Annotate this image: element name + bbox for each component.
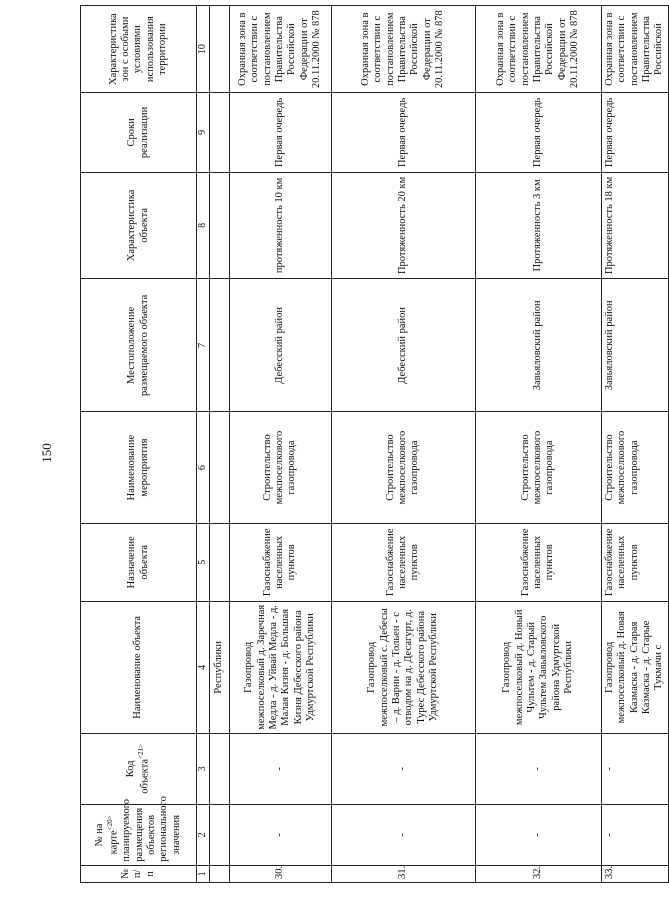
table-row [475, 6, 601, 883]
header-col-10: Характеристика зон с особыми условиями использования территории [81, 6, 197, 93]
header-col-6: Наименование мероприятия [81, 412, 197, 523]
column-number: 7 [197, 279, 210, 412]
cell-purpose: Газоснабжение населенных пунктов [475, 523, 601, 601]
cell-map-no: - [475, 804, 601, 865]
cell-characteristic: Протяженность 20 км [331, 172, 475, 279]
table-row-continuation [209, 6, 229, 883]
cell-no: 33. [601, 865, 668, 882]
cell-empty [209, 804, 229, 865]
cell-location: Дебесский район [331, 279, 475, 412]
column-number: 4 [197, 601, 210, 733]
cell-empty [209, 733, 229, 804]
cell-empty [209, 279, 229, 412]
cell-name: Газопровод межпоселковый д. Новая Казмаска - д. Старая Казмаска - д. Старые Тукмачи с [601, 601, 668, 733]
cell-code: - [331, 733, 475, 804]
cell-zone: Охранная зона в соответствии с постановлением Правительства Российской Федерации от 20.11.2000 № 878 [475, 6, 601, 93]
rotated-table-container [80, 5, 665, 883]
cell-empty [209, 523, 229, 601]
column-number: 10 [197, 6, 210, 93]
table-header-row [81, 6, 197, 883]
page-number: 150 [39, 443, 54, 463]
cell-term: Первая очередь [331, 93, 475, 172]
header-col-4: Наименование объекта [81, 601, 197, 733]
column-number: 9 [197, 93, 210, 172]
territorial-planning-table [80, 5, 669, 883]
cell-term: Первая очередь [229, 93, 331, 172]
cell-name: Газопровод межпоселковый д. Новый Чультем - д. Старый Чультем Завьяловского района Удмуртской Республики [475, 601, 601, 733]
cell-empty [209, 172, 229, 279]
cell-name: Газопровод межпоселковый д. Заречная Медла - д. Уйвай Медла - д. Малая Кизня - д. Большая Кизня Дебесского района Удмуртской Республики [229, 601, 331, 733]
header-col-9: Сроки реализации [81, 93, 197, 172]
cell-name-continuation: Республики [209, 601, 229, 733]
header-col-2-text: № на карте [93, 823, 120, 855]
cell-zone: Охранная зона в соответствии с постановлением Правительства Российской [601, 6, 668, 93]
cell-characteristic: Протяженность 3 км [475, 172, 601, 279]
header-col-3 [81, 733, 197, 804]
cell-map-no: - [331, 804, 475, 865]
cell-characteristic: протяженность 10 км [229, 172, 331, 279]
cell-no: 30. [229, 865, 331, 882]
cell-activity: Строительство межпоселкового газопровода [229, 412, 331, 523]
cell-map-no: - [229, 804, 331, 865]
cell-no: 31. [331, 865, 475, 882]
cell-empty [209, 412, 229, 523]
cell-empty [209, 93, 229, 172]
cell-no: 32. [475, 865, 601, 882]
cell-location: Завьяловский район [601, 279, 668, 412]
column-number: 2 [197, 804, 210, 865]
cell-activity: Строительство межпоселкового газопровода [475, 412, 601, 523]
cell-term: Первая очередь [475, 93, 601, 172]
cell-location: Дебесский район [229, 279, 331, 412]
footnote-ref-21: <21> [137, 744, 146, 759]
column-number: 6 [197, 412, 210, 523]
cell-activity: Строительство межпоселкового газопровода [601, 412, 668, 523]
cell-code: - [601, 733, 668, 804]
table-row [331, 6, 475, 883]
header-col-1: № п/п [81, 865, 197, 882]
cell-code: - [229, 733, 331, 804]
cell-characteristic: Протяженность 18 км [601, 172, 668, 279]
footnote-ref-20: <20> [106, 815, 115, 831]
cell-purpose: Газоснабжение населенных пунктов [229, 523, 331, 601]
cell-purpose: Газоснабжение населенных пунктов [601, 523, 668, 601]
cell-term: Первая очередь [601, 93, 668, 172]
cell-name: Газопровод межпоселковый с. Дебесы – д. Варни - д. Тольен - с отводом на д. Десагурт, д. Турес Дебесского района Удмуртской Республики [331, 601, 475, 733]
header-col-5: Назначение объекта [81, 523, 197, 601]
header-col-2 [81, 796, 197, 865]
cell-zone: Охранная зона в соответствии с постановлением Правительства Российской Федерации от 20.11.2000 № 878 [229, 6, 331, 93]
column-number: 3 [197, 733, 210, 804]
cell-map-no: - [601, 804, 668, 865]
column-number-row [197, 6, 210, 883]
cell-code: - [475, 733, 601, 804]
cell-activity: Строительство межпоселкового газопровода [331, 412, 475, 523]
header-col-8: Характеристика объекта [81, 172, 197, 279]
cell-zone: Охранная зона в соответствии с постановлением Правительства Российской Федерации от 20.11.2000 № 878 [331, 6, 475, 93]
header-col-3-text: Код объекта [124, 758, 151, 794]
column-number: 1 [197, 865, 210, 882]
cell-empty [209, 865, 229, 882]
table-row [601, 6, 668, 883]
cell-location: Завьяловский район [475, 279, 601, 412]
table-row [229, 6, 331, 883]
column-number: 8 [197, 172, 210, 279]
cell-empty [209, 6, 229, 93]
column-number: 5 [197, 523, 210, 601]
cell-purpose: Газоснабжение населенных пунктов [331, 523, 475, 601]
header-col-2-text-cont: планируемого размещения объектов регионального значения [121, 796, 182, 862]
header-col-7: Местоположение размещаемого объекта [81, 279, 197, 412]
